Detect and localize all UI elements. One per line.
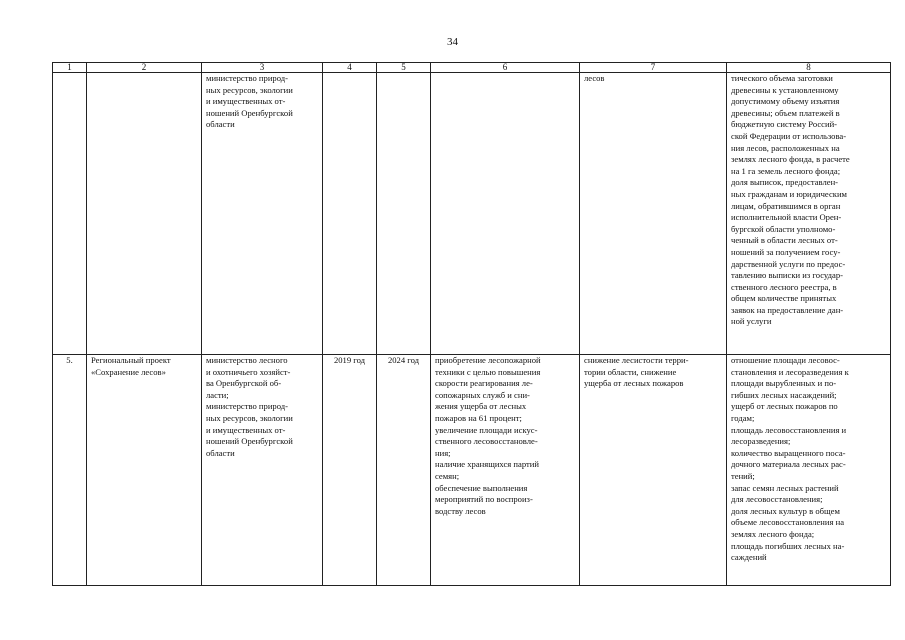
table-row bbox=[53, 355, 891, 586]
expected-result-cell bbox=[431, 73, 580, 355]
column-header-8: 8 bbox=[727, 63, 891, 73]
start-year-cell: 2019 год bbox=[323, 355, 377, 586]
page-number: 34 bbox=[447, 36, 458, 48]
indicators-cell: отношение площади лесовос- становления и лесоразведения к площади вырубленных и по- гибших лесных насаждений; ущерб от лесных пожаров по годам; площадь лесовосстановления и лесоразведения; количество выращенного поса- дочного материала лесных рас- тений; запас семян лесных растений для лесовосстановления; доля лесных культур в общем объеме лесовосстановления на землях лесного фонда; площадь погибших лесных на- саждений bbox=[727, 355, 891, 586]
row-number-cell: 5. bbox=[53, 355, 87, 586]
consequences-cell: снижение лесистости терри- тории области, снижение ущерба от лесных пожаров bbox=[580, 355, 727, 586]
column-header-6: 6 bbox=[431, 63, 580, 73]
column-header-3: 3 bbox=[202, 63, 323, 73]
expected-result-cell: приобретение лесопожарной техники с целью повышения скорости реагирования ле- сопожарных служб и сни- жения ущерба от лесных пожаров на 61 процент; увеличение площади искус- ственного лесовосстановле- ния; наличие хранящихся партий семян; обеспечение выполнения мероприятий по воспроиз- водству лесов bbox=[431, 355, 580, 586]
consequences-cell: лесов bbox=[580, 73, 727, 355]
start-year-cell bbox=[323, 73, 377, 355]
project-name-cell bbox=[87, 73, 202, 355]
table-header-row bbox=[53, 63, 891, 73]
indicators-cell: тического объема заготовки древесины к установленному допустимому объему изъятия древесины; объем платежей в бюджетную систему Россий- ской Федерации от использова- ния лесов, расположенных на землях лесного фонда, в расчете на 1 га земель лесного фонда; доля выписок, предоставлен- ных гражданам и юридическим лицам, обратившимся в орган исполнительной власти Орен- бургской области уполномо- ченный в области лесных от- ношений за получением госу- дарственной услуги по предос- тавлению выписки из государ- ственного лесного реестра, в общем количестве принятых заявок на предоставление дан- ной услуги bbox=[727, 73, 891, 355]
project-name-cell: Региональный проект «Сохранение лесов» bbox=[87, 355, 202, 586]
column-header-5: 5 bbox=[377, 63, 431, 73]
table-row bbox=[53, 73, 891, 355]
column-header-4: 4 bbox=[323, 63, 377, 73]
column-header-7: 7 bbox=[580, 63, 727, 73]
end-year-cell: 2024 год bbox=[377, 355, 431, 586]
responsible-cell: министерство лесного и охотничьего хозяйст- ва Оренбургской об- ласти; министерство природ- ных ресурсов, экологии и имущественных от- ношений Оренбургской области bbox=[202, 355, 323, 586]
end-year-cell bbox=[377, 73, 431, 355]
program-table bbox=[52, 62, 891, 586]
row-number-cell bbox=[53, 73, 87, 355]
column-header-2: 2 bbox=[87, 63, 202, 73]
column-header-1: 1 bbox=[53, 63, 87, 73]
responsible-cell: министерство природ- ных ресурсов, экологии и имущественных от- ношений Оренбургской области bbox=[202, 73, 323, 355]
